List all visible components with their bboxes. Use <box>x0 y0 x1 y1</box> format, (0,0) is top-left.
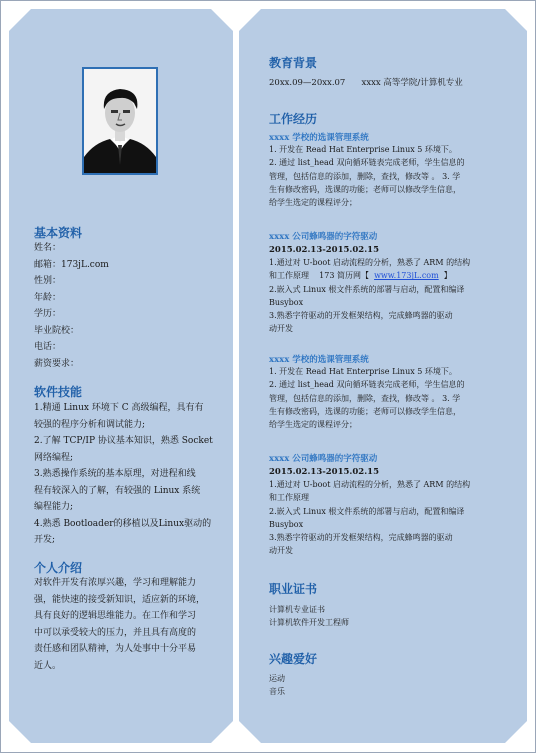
work-heading: 工作经历 <box>269 112 318 126</box>
project-title: xxxx 学校的选课管理系统 <box>269 355 369 365</box>
skills-line: 较强的程序分析和调试能力; <box>34 419 146 430</box>
work-project-3 <box>269 353 493 431</box>
basic-field: 姓名： <box>34 243 62 253</box>
certificate-item: 计算机专业证书 <box>269 605 325 614</box>
project-line: Busybox <box>269 519 304 529</box>
project-line: 3.熟悉字符驱动的开发框架结构，完成蜂鸣器的驱动 <box>269 311 453 321</box>
hobbies-list <box>269 672 493 699</box>
project-line: 3.熟悉字符驱动的开发框架结构，完成蜂鸣器的驱动 <box>269 533 453 543</box>
profile-photo <box>82 67 158 175</box>
basic-field: 学历： <box>34 309 62 319</box>
intro-line: 近人。 <box>34 660 62 671</box>
project-line: 给学生选定的课程评分； <box>269 420 357 430</box>
project-line: 2.嵌入式 Linux 根文件系统的部署与启动，配置和编译 <box>269 506 465 516</box>
line-prefix: 和工作原理 173 简历网【 <box>269 271 375 281</box>
hobby-item: 运动 <box>269 674 285 683</box>
education-line: 20xx.09—20xx.07 xxxx 高等学院/计算机专业 <box>269 78 463 88</box>
certificates-list <box>269 603 493 630</box>
project-line: 生有修改密码，选课的功能；老师可以修改学生信息， <box>269 406 461 416</box>
project-line: 动开发 <box>269 324 293 334</box>
line-suffix: 】 <box>438 271 452 281</box>
project-line: 1. 开发在 Read Hat Enterprise Linux 5 环境下。 <box>269 145 457 154</box>
intro-text <box>34 575 205 674</box>
project-line: 2. 通过 list_head 双向循环链表完成老师，学生信息的 <box>269 158 465 168</box>
skills-line: 2.了解 TCP/IP 协议基本知识，熟悉 Socket <box>34 436 213 446</box>
project-line <box>269 269 493 282</box>
project-line: 生有修改密码，选课的功能；老师可以修改学生信息， <box>269 184 461 194</box>
project-line: 管理，包括信息的添加，删除，查找，修改等 。 3. 学 <box>269 393 461 403</box>
skills-line: 3.熟悉操作系统的基本原理，对进程和线 <box>34 469 196 479</box>
project-line: 管理，包括信息的添加，删除，查找，修改等 。 3. 学 <box>269 171 461 181</box>
project-line: 1.通过对 U-boot 启动流程的分析，熟悉了 ARM 的结构 <box>269 480 471 489</box>
intro-line: 对软件开发有浓厚兴趣，学习和理解能力 <box>34 578 197 588</box>
basic-field: 邮箱：173jL.com <box>34 259 109 270</box>
project-title: xxxx 学校的选课管理系统 <box>269 133 369 143</box>
project-line: 2. 通过 list_head 双向循环链表完成老师，学生信息的 <box>269 380 465 390</box>
intro-line: 具有良好的逻辑思维能力。在工作和学习 <box>34 611 197 621</box>
project-line: Busybox <box>269 297 304 307</box>
project-line: 动开发 <box>269 546 293 556</box>
project-line: 1.通过对 U-boot 启动流程的分析，熟悉了 ARM 的结构 <box>269 258 471 267</box>
basic-info-list <box>34 240 109 372</box>
project-date: 2015.02.13-2015.02.15 <box>269 245 379 255</box>
work-project-1 <box>269 131 493 209</box>
project-date: 2015.02.13-2015.02.15 <box>269 467 379 477</box>
education-heading: 教育背景 <box>269 56 318 70</box>
website-link[interactable]: www.173jL.com <box>374 271 439 281</box>
intro-line: 责任感和团队精神，为人处事中十分平易 <box>34 644 197 654</box>
skills-line: 1.精通 Linux 环境下 C 高级编程，具有有 <box>34 403 204 413</box>
project-line: 给学生选定的课程评分； <box>269 198 357 208</box>
basic-field: 薪资要求： <box>34 358 80 369</box>
work-project-2 <box>269 230 493 336</box>
intro-line: 强，能快速的接受新知识，适应新的环境， <box>34 594 206 605</box>
skills-line: 编程能力; <box>34 502 74 512</box>
project-title: xxxx 公司蜂鸣器的字符驱动 <box>269 454 378 464</box>
work-project-4 <box>269 452 493 558</box>
skills-line: 程有较深入的了解，有较强的 Linux 系统 <box>34 485 201 496</box>
project-line: 2.嵌入式 Linux 根文件系统的部署与启动，配置和编译 <box>269 284 465 294</box>
skills-list <box>34 400 213 549</box>
skills-line: 4.熟悉 Bootloader的移植以及Linux驱动的 <box>34 518 212 529</box>
hobby-item: 音乐 <box>269 687 285 697</box>
basic-field: 电话： <box>34 342 62 352</box>
certificate-item: 计算机软件开发工程师 <box>269 618 349 628</box>
skills-heading: 软件技能 <box>34 385 83 399</box>
skills-line: 网络编程; <box>34 452 74 463</box>
basic-field: 毕业院校： <box>34 325 80 336</box>
skills-line: 开发; <box>34 535 56 545</box>
intro-heading: 个人介绍 <box>34 561 83 575</box>
basic-field: 性别： <box>34 276 62 286</box>
certificates-heading: 职业证书 <box>269 582 318 596</box>
basic-field: 年龄： <box>34 292 62 303</box>
project-title: xxxx 公司蜂鸣器的字符驱动 <box>269 232 378 242</box>
intro-line: 中可以承受较大的压力，并且具有高度的 <box>34 627 197 638</box>
project-line: 1. 开发在 Read Hat Enterprise Linux 5 环境下。 <box>269 367 457 376</box>
project-line: 和工作原理 <box>269 493 309 503</box>
portrait-image <box>84 69 156 173</box>
basic-info-heading: 基本资料 <box>34 226 83 240</box>
hobbies-heading: 兴趣爱好 <box>269 652 318 666</box>
